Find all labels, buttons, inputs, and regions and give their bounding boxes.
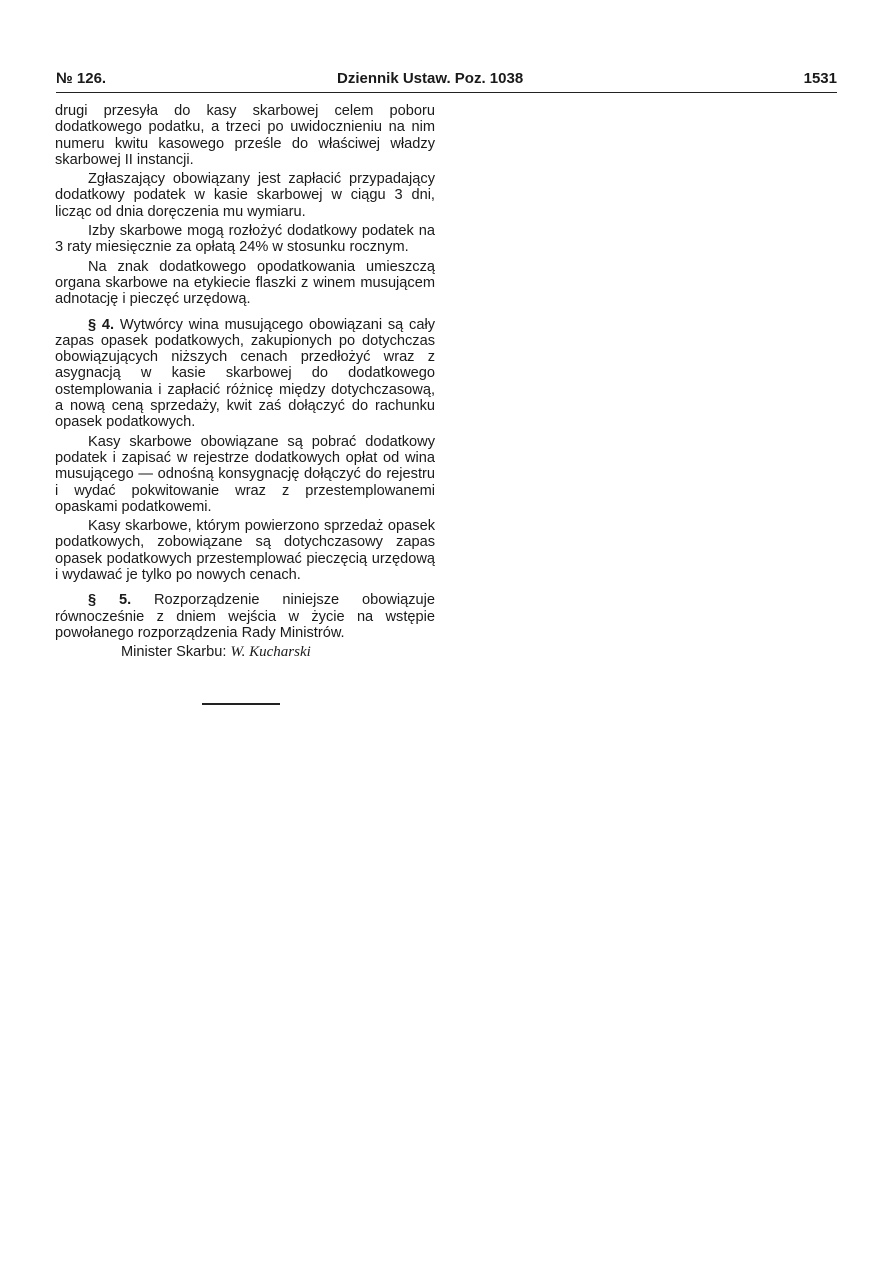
- paragraph-installments: Izby skarbowe mogą rozłożyć dodatkowy podatek na 3 raty miesięcznie za opłatą 24% w stosunku rocznym.: [55, 223, 435, 256]
- section-4-label: § 4.: [88, 316, 115, 333]
- section-4: [55, 317, 435, 431]
- section-5-text: Rozporządzenie niniejsze obowiązuje równocześnie z dniem wejścia w życie na wstępie powołanego rozporządzenia Rady Ministrów.: [55, 592, 435, 641]
- text-column: [55, 103, 435, 664]
- paragraph-tax-offices-restamp: Kasy skarbowe, którym powierzono sprzedaż opasek podatkowych, zobowiązane są dotychczasowy zapas opasek podatkowych przestemplować pieczęcią urzędową i wydawać je tylko po nowych cenach.: [55, 518, 435, 584]
- signature-name: W. Kucharski: [230, 644, 311, 661]
- signature-title: Minister Skarbu:: [121, 644, 227, 661]
- section-5-label: § 5.: [88, 592, 132, 609]
- paragraph-label-annotation: Na znak dodatkowego opodatkowania umieszczą organa skarbowe na etykiecie flaszki z winem musującem adnotację i pieczęć urzędową.: [55, 258, 435, 308]
- signature-block: [55, 644, 435, 660]
- paragraph-continuation: drugi przesyła do kasy skarbowej celem poboru dodatkowego podatku, a trzeci po uwidocznieniu na nim numeru kwitu kasowego prześle do właściwej władzy skarbowej II instancji.: [55, 103, 435, 168]
- paragraph-tax-offices-collect: Kasy skarbowe obowiązane są pobrać dodatkowy podatek i zapisać w rejestrze dodatkowych opłat od wina musującego — odnośną konsygnację dołączyć do rejestru i wydać pokwitowanie wraz z przestemplowanemi opaskami podatkowemi.: [55, 433, 435, 515]
- section-4-text: Wytwórcy wina musującego obowiązani są cały zapas opasek podatkowych, zakupionych po dotychczas obowiązujących niższych cenach przedłożyć wraz z asygnacją w kasie skarbowej do dodatkowego ostemplowania i zapłacić różnicę między dotychczasową, a nową ceną sprzedaży, kwit zaś dołączyć do rachunku opasek podatkowych.: [55, 316, 436, 431]
- end-divider: [202, 703, 280, 705]
- page-number: 1531: [803, 70, 837, 87]
- issue-number: № 126.: [56, 70, 107, 87]
- journal-title: Dziennik Ustaw. Poz. 1038: [337, 70, 524, 87]
- page-header: [56, 68, 837, 93]
- section-5: [55, 592, 435, 641]
- paragraph-payment-deadline: Zgłaszający obowiązany jest zapłacić przypadający dodatkowy podatek w kasie skarbowej w ciągu 3 dni, licząc od dnia doręczenia mu wymiaru.: [55, 171, 435, 220]
